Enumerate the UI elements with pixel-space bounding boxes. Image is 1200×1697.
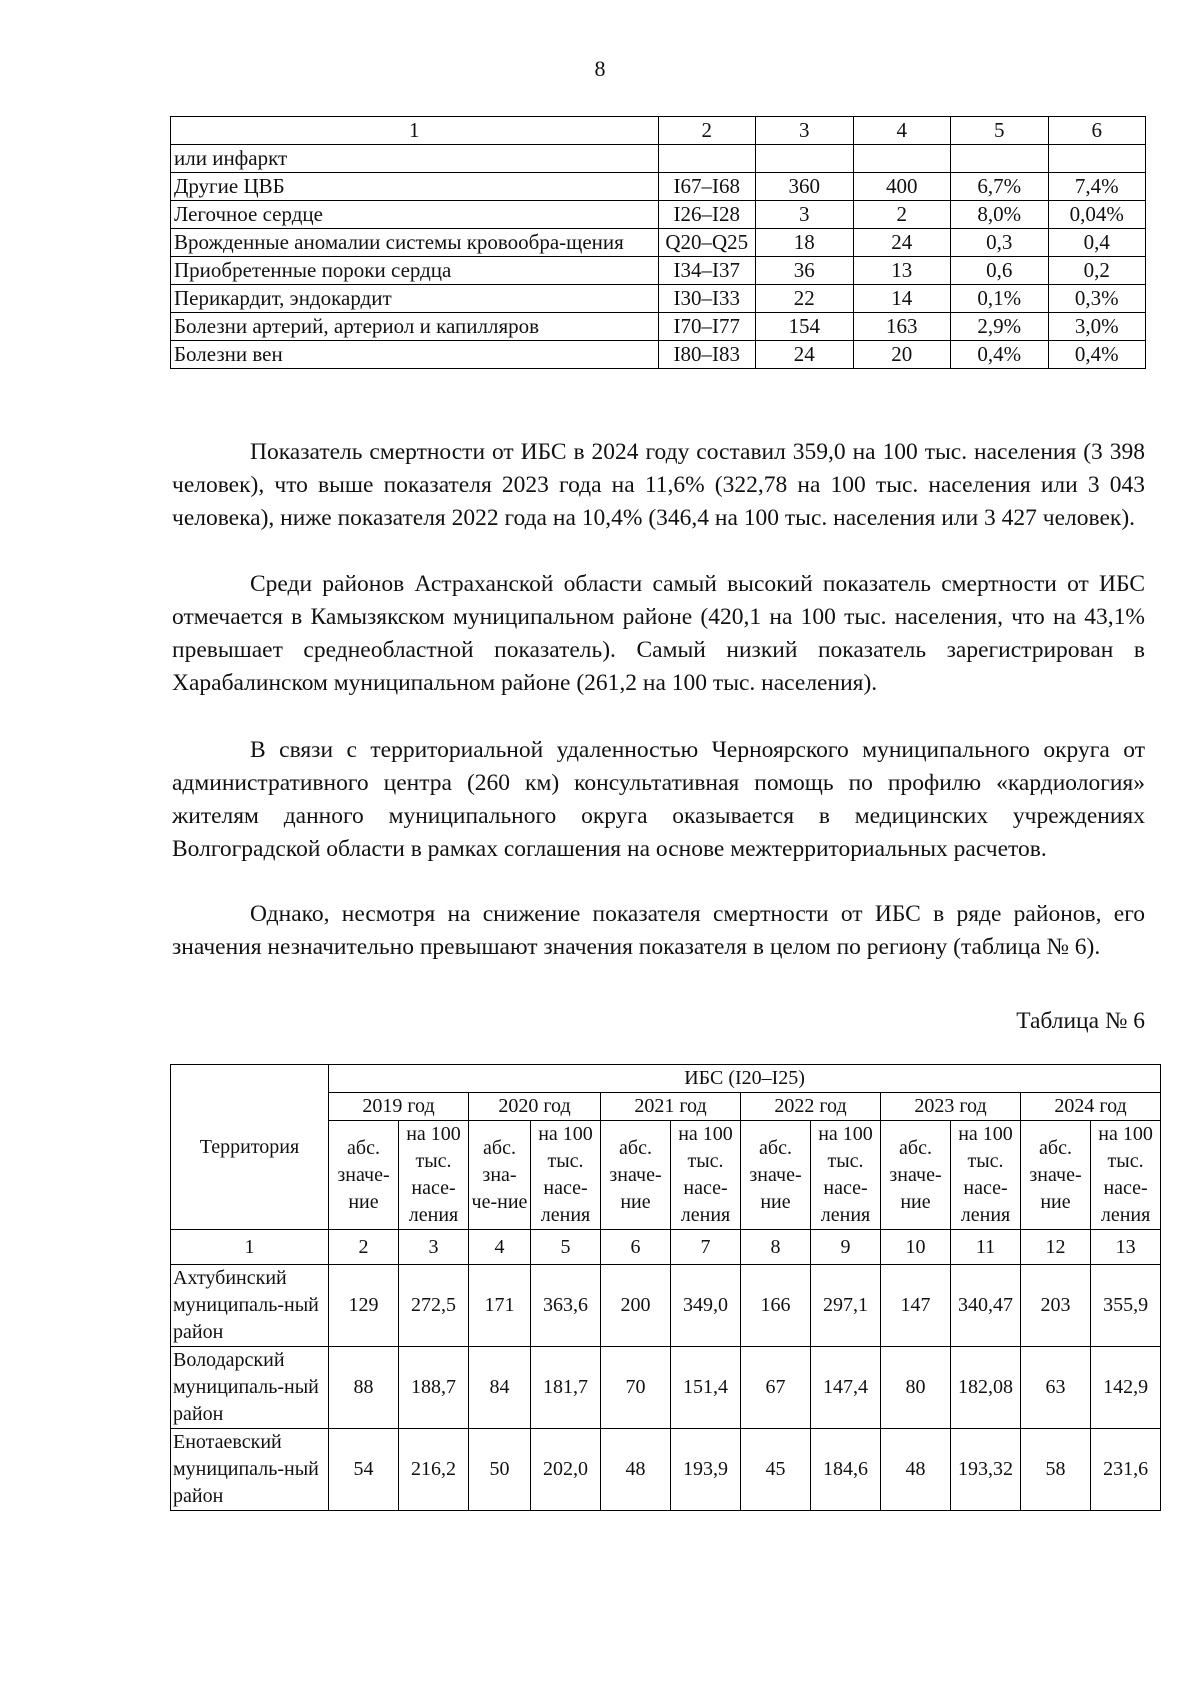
sub-header-cell: абс. зна-че-ние	[469, 1121, 531, 1230]
header-cell: 3	[756, 117, 854, 145]
sub-header-cell: на 100 тыс. насе-ления	[811, 1121, 881, 1230]
value-cell: 231,6	[1091, 1429, 1161, 1511]
header-cell: 1	[171, 117, 659, 145]
column-number-cell: 10	[881, 1230, 951, 1265]
percent-cell: 0,1%	[951, 285, 1049, 313]
value-cell: 166	[741, 1265, 811, 1347]
value-cell: 400	[853, 173, 951, 201]
disease-name-cell: Другие ЦВБ	[171, 173, 659, 201]
sub-header-cell: на 100 тыс. насе-ления	[399, 1121, 469, 1230]
value-cell: 360	[756, 173, 854, 201]
column-number-cell: 7	[671, 1230, 741, 1265]
territory-cell: Володарский муниципаль-ный район	[171, 1347, 329, 1429]
page-number: 8	[594, 56, 606, 81]
value-cell: 203	[1021, 1265, 1091, 1347]
group-header: ИБС (I20–I25)	[329, 1065, 1161, 1093]
column-number-cell: 2	[329, 1230, 399, 1265]
sub-header-cell: абс. значе-ние	[601, 1121, 671, 1230]
year-header: 2022 год	[741, 1093, 881, 1121]
value-cell: 80	[881, 1347, 951, 1429]
value-cell: 50	[469, 1429, 531, 1511]
column-number-cell: 6	[601, 1230, 671, 1265]
column-number-cell: 8	[741, 1230, 811, 1265]
disease-name-cell: Перикардит, эндокардит	[171, 285, 659, 313]
icd-code-cell: I80–I83	[658, 341, 756, 369]
value-cell: 272,5	[399, 1265, 469, 1347]
disease-table-body	[171, 117, 1146, 369]
column-number-cell: 1	[171, 1230, 329, 1265]
value-cell	[853, 145, 951, 173]
value-cell: 142,9	[1091, 1347, 1161, 1429]
sub-header-cell: абс. значе-ние	[741, 1121, 811, 1230]
disease-name-cell: Врожденные аномалии системы кровообра-щения	[171, 229, 659, 257]
table-caption: Таблица № 6	[1016, 1008, 1145, 1034]
paragraph-1: Показатель смертности от ИБС в 2024 году составил 359,0 на 100 тыс. населения (3 398 человек), что выше показателя 2023 года на 11,6% (322,78 на 100 тыс. населения или 3 043 человека), ниже показателя 2022 года на 10,4% (346,4 на 100 тыс. населения или 3 427 человек).	[172, 439, 1145, 531]
year-header: 2020 год	[469, 1093, 601, 1121]
year-header: 2019 год	[329, 1093, 469, 1121]
sub-header-cell: на 100 тыс. насе-ления	[531, 1121, 601, 1230]
territory-cell: Енотаевский муниципаль-ный район	[171, 1429, 329, 1511]
value-cell: 151,4	[671, 1347, 741, 1429]
value-cell: 363,6	[531, 1265, 601, 1347]
icd-code-cell: I30–I33	[658, 285, 756, 313]
sub-header-cell: на 100 тыс. насе-ления	[671, 1121, 741, 1230]
value-cell: 163	[853, 313, 951, 341]
percent-cell: 0,4%	[951, 341, 1049, 369]
column-number-cell: 11	[951, 1230, 1021, 1265]
column-number-row	[171, 1230, 1161, 1265]
group-header-row	[171, 1065, 1161, 1093]
icd-code-cell: Q20–Q25	[658, 229, 756, 257]
value-cell: 349,0	[671, 1265, 741, 1347]
value-cell: 54	[329, 1429, 399, 1511]
table-row	[171, 1265, 1161, 1347]
table-row	[171, 313, 1146, 341]
disease-name-cell: или инфаркт	[171, 145, 659, 173]
column-number-cell: 5	[531, 1230, 601, 1265]
value-cell: 147,4	[811, 1347, 881, 1429]
header-cell: 5	[951, 117, 1049, 145]
sub-header-cell: абс. значе-ние	[329, 1121, 399, 1230]
value-cell: 24	[853, 229, 951, 257]
header-cell: 6	[1048, 117, 1146, 145]
percent-cell: 0,4%	[1048, 341, 1146, 369]
percent-cell: 8,0%	[951, 201, 1049, 229]
percent-cell	[1048, 145, 1146, 173]
value-cell: 193,32	[951, 1429, 1021, 1511]
percent-cell	[951, 145, 1049, 173]
sub-header-cell: на 100 тыс. насе-ления	[1091, 1121, 1161, 1230]
value-cell: 184,6	[811, 1429, 881, 1511]
value-cell: 88	[329, 1347, 399, 1429]
disease-name-cell: Болезни вен	[171, 341, 659, 369]
column-number-cell: 9	[811, 1230, 881, 1265]
percent-cell: 2,9%	[951, 313, 1049, 341]
percent-cell: 3,0%	[1048, 313, 1146, 341]
value-cell: 216,2	[399, 1429, 469, 1511]
column-number-cell: 3	[399, 1230, 469, 1265]
icd-code-cell	[658, 145, 756, 173]
value-cell: 202,0	[531, 1429, 601, 1511]
value-cell: 154	[756, 313, 854, 341]
value-cell: 48	[601, 1429, 671, 1511]
percent-cell: 0,6	[951, 257, 1049, 285]
table-row	[171, 173, 1146, 201]
header-cell: 2	[658, 117, 756, 145]
disease-table	[170, 116, 1146, 369]
table-row	[171, 145, 1146, 173]
year-header: 2023 год	[881, 1093, 1021, 1121]
column-number-cell: 12	[1021, 1230, 1091, 1265]
percent-cell: 0,4	[1048, 229, 1146, 257]
icd-code-cell: I67–I68	[658, 173, 756, 201]
value-cell: 3	[756, 201, 854, 229]
sub-header-cell: абс. значе-ние	[881, 1121, 951, 1230]
value-cell: 24	[756, 341, 854, 369]
value-cell: 18	[756, 229, 854, 257]
percent-cell: 7,4%	[1048, 173, 1146, 201]
paragraph-3: В связи с территориальной удаленностью Черноярского муниципального округа от административного центра (260 км) консультативная помощь по профилю «кардиология» жителям данного муниципального округа оказывается в медицинских учреждениях Волгоградской области в рамках соглашения на основе межтерриториальных расчетов.	[172, 737, 1145, 862]
value-cell: 147	[881, 1265, 951, 1347]
value-cell: 20	[853, 341, 951, 369]
disease-name-cell: Болезни артерий, артериол и капилляров	[171, 313, 659, 341]
value-cell: 63	[1021, 1347, 1091, 1429]
value-cell: 70	[601, 1347, 671, 1429]
table-row	[171, 341, 1146, 369]
value-cell: 297,1	[811, 1265, 881, 1347]
sub-header-cell: абс. значе-ние	[1021, 1121, 1091, 1230]
table-row	[171, 201, 1146, 229]
year-header: 2021 год	[601, 1093, 741, 1121]
percent-cell: 6,7%	[951, 173, 1049, 201]
value-cell: 188,7	[399, 1347, 469, 1429]
paragraph-2: Среди районов Астраханской области самый высокий показатель смертности от ИБС отмечается в Камызякском муниципальном районе (420,1 на 100 тыс. населения, что на 43,1% превышает среднеобластной показатель). Самый низкий показатель зарегистрирован в Харабалинском муниципальном районе (261,2 на 100 тыс. населения).	[172, 571, 1145, 696]
value-cell: 14	[853, 285, 951, 313]
icd-code-cell: I26–I28	[658, 201, 756, 229]
table-row	[171, 229, 1146, 257]
value-cell: 84	[469, 1347, 531, 1429]
column-number-cell: 13	[1091, 1230, 1161, 1265]
value-cell: 171	[469, 1265, 531, 1347]
column-number-cell: 4	[469, 1230, 531, 1265]
table-row	[171, 257, 1146, 285]
territory-header: Территория	[171, 1065, 329, 1230]
value-cell: 181,7	[531, 1347, 601, 1429]
year-header: 2024 год	[1021, 1093, 1161, 1121]
value-cell: 200	[601, 1265, 671, 1347]
header-cell: 4	[853, 117, 951, 145]
value-cell: 45	[741, 1429, 811, 1511]
ibs-table	[170, 1064, 1161, 1511]
percent-cell: 0,04%	[1048, 201, 1146, 229]
disease-name-cell: Легочное сердце	[171, 201, 659, 229]
value-cell: 355,9	[1091, 1265, 1161, 1347]
territory-cell: Ахтубинский муниципаль-ный район	[171, 1265, 329, 1347]
value-cell: 182,08	[951, 1347, 1021, 1429]
percent-cell: 0,3	[951, 229, 1049, 257]
value-cell: 2	[853, 201, 951, 229]
ibs-table-body	[171, 1065, 1161, 1511]
disease-name-cell: Приобретенные пороки сердца	[171, 257, 659, 285]
value-cell: 36	[756, 257, 854, 285]
value-cell: 67	[741, 1347, 811, 1429]
paragraph-4: Однако, несмотря на снижение показателя смертности от ИБС в ряде районов, его значения незначительно превышают значения показателя в целом по региону (таблица № 6).	[172, 901, 1145, 960]
percent-cell: 0,3%	[1048, 285, 1146, 313]
value-cell: 22	[756, 285, 854, 313]
value-cell	[756, 145, 854, 173]
sub-header-cell: на 100 тыс. насе-ления	[951, 1121, 1021, 1230]
table-row	[171, 1347, 1161, 1429]
table-row	[171, 285, 1146, 313]
value-cell: 340,47	[951, 1265, 1021, 1347]
value-cell: 13	[853, 257, 951, 285]
value-cell: 48	[881, 1429, 951, 1511]
icd-code-cell: I34–I37	[658, 257, 756, 285]
value-cell: 193,9	[671, 1429, 741, 1511]
value-cell: 129	[329, 1265, 399, 1347]
table-row	[171, 1429, 1161, 1511]
icd-code-cell: I70–I77	[658, 313, 756, 341]
table-header-row	[171, 117, 1146, 145]
percent-cell: 0,2	[1048, 257, 1146, 285]
value-cell: 58	[1021, 1429, 1091, 1511]
